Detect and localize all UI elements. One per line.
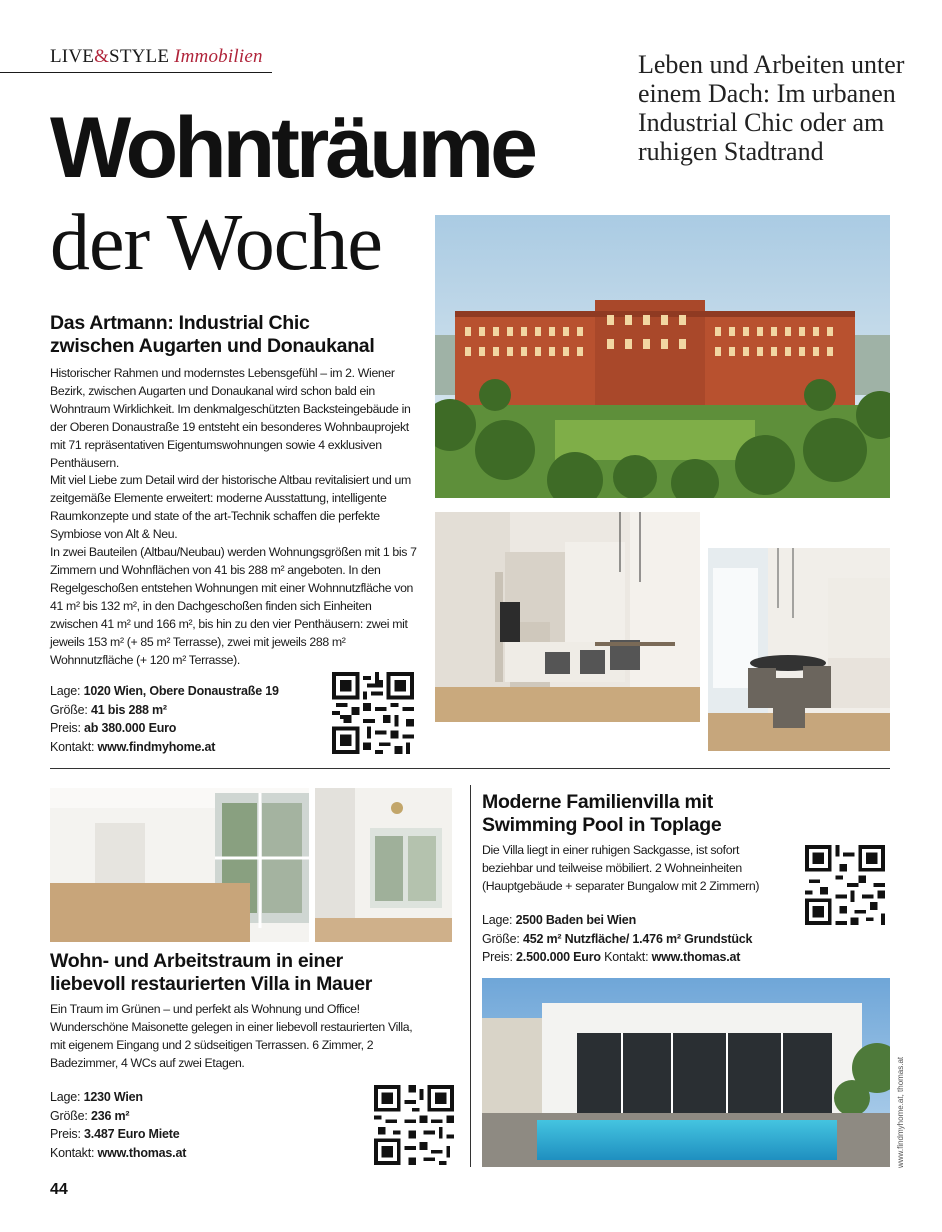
article2-title [50, 950, 450, 996]
pool-villa-photo [482, 978, 890, 1167]
fact-label: Größe: [50, 1108, 88, 1123]
fact-label: Preis: [50, 1127, 81, 1141]
fact-label: Größe: [482, 931, 520, 946]
column-divider [470, 785, 471, 1167]
fact-preis: 2.500.000 Euro [516, 950, 601, 964]
section-divider [50, 768, 890, 769]
qr-code[interactable] [374, 1085, 454, 1165]
fact-lage: 2500 Baden bei Wien [515, 913, 636, 927]
article3-title [482, 791, 882, 837]
fact-groesse: 452 m² Nutzfläche/ 1.476 m² Grundstück [522, 931, 753, 946]
article2-title-line2: liebevoll restaurierten Villa in Mauer [50, 973, 373, 995]
fact-preis: ab 380.000 Euro [84, 721, 177, 735]
fact-groesse: 41 bis 288 m² [90, 702, 167, 717]
fact-preis: 3.487 Euro Miete [84, 1127, 180, 1141]
fact-groesse: 236 m² [90, 1108, 130, 1123]
qr-code-image [374, 1085, 454, 1165]
section-rubric [50, 46, 263, 68]
fact-kontakt: www.findmyhome.at [97, 739, 216, 754]
fact-label: Lage: [50, 684, 81, 698]
qr-code[interactable] [805, 845, 885, 925]
fact-label: Lage: [482, 913, 513, 927]
article3-body: Die Villa liegt in einer ruhigen Sackgasse, ist sofort beziehbar und teilweise möbiliert. 2 Wohneinheiten (Hauptgebäude + separater Bungalow mit 2 Zimmern) [482, 843, 760, 893]
intro-text: Leben und Arbeiten unter einem Dach: Im urbanen Industrial Chic oder am ruhigen Stadtrand [638, 50, 905, 166]
rubric-ampersand: & [94, 46, 110, 67]
fact-kontakt: www.thomas.at [97, 1145, 187, 1160]
qr-code[interactable] [332, 672, 414, 754]
fact-label: Kontakt: [50, 1145, 95, 1160]
headline-line-2: der Woche [50, 199, 382, 287]
article2-body: Ein Traum im Grünen – und perfekt als Wohnung und Office! Wunderschöne Maisonette gelegen in einer liebevoll restaurierten Villa, mit eigenem Eingang und 2 südseitigen Terrassen. 6 Zimmer, 2 Badezimmer, 4 WCs auf zwei Etagen. [50, 1002, 413, 1070]
fact-lage: 1020 Wien, Obere Donaustraße 19 [83, 684, 279, 698]
kitchen-photo [435, 512, 700, 722]
article1-facts [50, 682, 279, 756]
villa-interior-photo-2 [315, 788, 452, 942]
page-number: 44 [50, 1181, 68, 1198]
article1-title-line1: Das Artmann: Industrial Chic [50, 312, 310, 334]
article1-title-line2: zwischen Augarten und Donaukanal [50, 335, 375, 357]
article1-title [50, 312, 430, 358]
artmann-building-photo [435, 215, 890, 498]
fact-label: Kontakt: [604, 950, 649, 964]
qr-code-image [332, 672, 414, 754]
header-rule [0, 72, 272, 73]
article3-facts [482, 911, 752, 967]
article1-body [50, 365, 420, 669]
article2-title-line1: Wohn- und Arbeitstraum in einer [50, 950, 343, 972]
fact-kontakt: www.thomas.at [651, 950, 741, 964]
qr-code-image [805, 845, 885, 925]
fact-label: Kontakt: [50, 739, 95, 754]
rubric-category: Immobilien [174, 46, 263, 67]
article1-paragraph: Mit viel Liebe zum Detail wird der historische Altbau revitalisiert und um zeitgemäße Elemente erweitert: moderne Ausstattung, intelligente Raumkonzepte und state of the art-Technik schaffen die perfekte Symbiose von Alt & Neu. [50, 473, 411, 542]
photo-credit: www.findmyhome.at, thomas.at [896, 1056, 905, 1168]
rubric-style: STYLE [109, 46, 170, 67]
article1-paragraph: In zwei Bauteilen (Altbau/Neubau) werden Wohnungsgrößen mit 1 bis 7 Zimmern und Wohnflächen von 41 bis 288 m² angeboten. In den Regelgeschoßen entstehen Wohnungen mit einer Wohnnutzfläche von 41 m² bis 132 m², in den Dachgeschoßen finden sich Einheiten zwischen 41 m² und 166 m², bis hin zu den vier Penthäusern: zwei mit jeweils 153 m² (+ 85 m² Terrasse), zwei mit jeweils 288 m² Wohnnutzfläche (+ 120 m² Terrasse). [50, 545, 417, 667]
article1-paragraph: Historischer Rahmen und modernstes Lebensgefühl – im 2. Wiener Bezirk, zwischen Augarten und Donaukanal wird schon bald ein Wohntraum Wirklichkeit. Im denkmalgeschützten Backsteingebäude in der Oberen Donaustraße 19 entsteht ein besonderes Wohnbauprojekt mit 71 repräsentativen Eigentumswohnungen sowie 4 exklusiven Penthäusern. [50, 366, 411, 470]
fact-label: Größe: [50, 702, 88, 717]
villa-interior-photo-1 [50, 788, 309, 942]
fact-label: Preis: [50, 721, 81, 735]
fact-label: Preis: [482, 950, 513, 964]
article3-title-line1: Moderne Familienvilla mit [482, 791, 713, 813]
fact-label: Lage: [50, 1090, 81, 1104]
article2-facts [50, 1088, 186, 1162]
fact-lage: 1230 Wien [83, 1090, 143, 1104]
headline-line-1: Wohnträume [50, 100, 534, 196]
rubric-live: LIVE [50, 46, 95, 67]
article3-title-line2: Swimming Pool in Toplage [482, 814, 722, 836]
dining-room-photo [708, 548, 890, 751]
